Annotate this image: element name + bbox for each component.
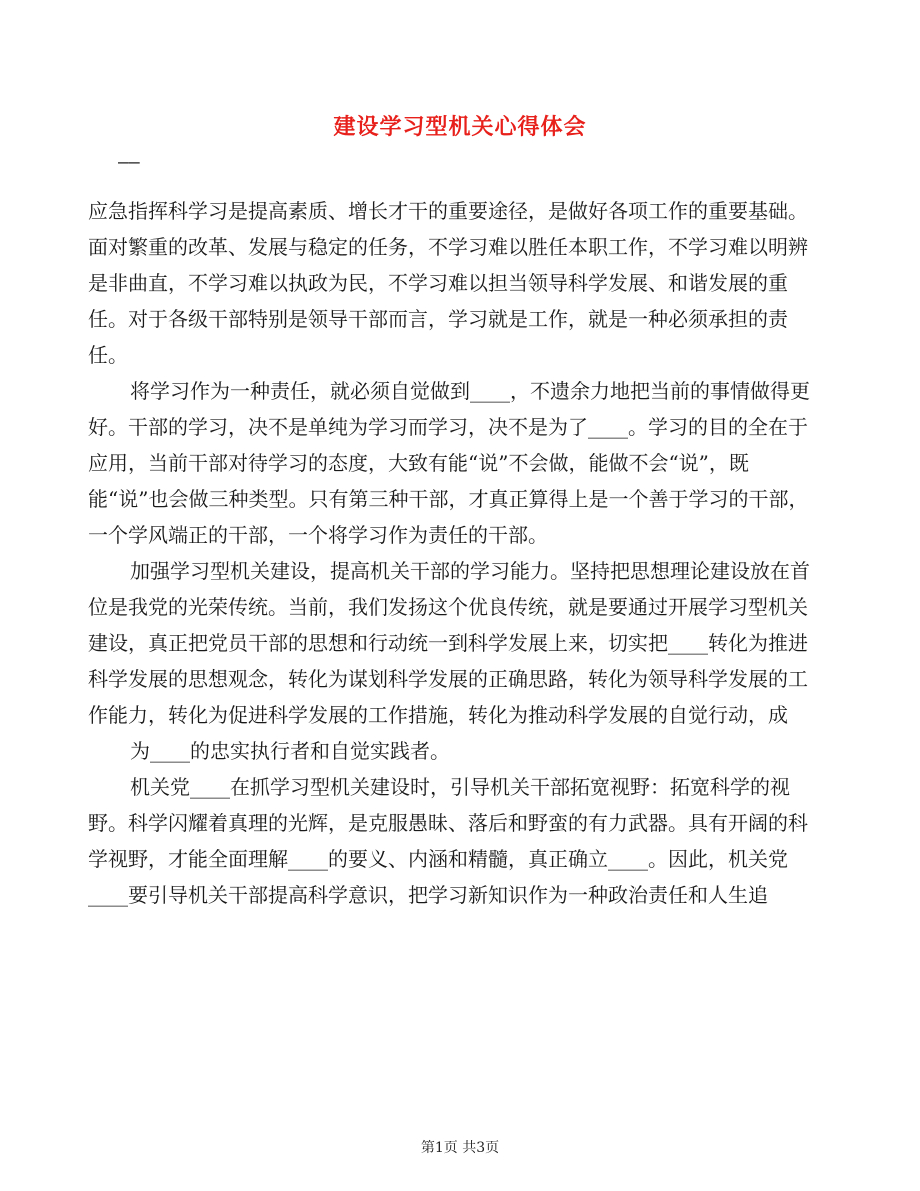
document-body bbox=[88, 193, 826, 913]
paragraph-5: 机关党____在抓学习型机关建设时，引导机关干部拓宽视野：拓宽科学的视野。科学闪耀着真理的光辉，是克服愚昧、落后和野蛮的有力武器。具有开阔的科学视野，才能全面理解____的要义、内涵和精髓，真正确立____。因此，机关党____要引导机关干部提高科学意识，把学习新知识作为一种政治责任和人生追 bbox=[88, 775, 808, 907]
document-title: 建设学习型机关心得体会 bbox=[333, 115, 587, 140]
paragraph-1: 应急指挥科学习是提高素质、增长才干的重要途径，是做好各项工作的重要基础。面对繁重的改革、发展与稳定的任务，不学习难以胜任本职工作，不学习难以明辨是非曲直，不学习难以执政为民，不学习难以担当领导科学发展、和谐发展的重任。对于各级干部特别是领导干部而言，学习就是工作，就是一种必须承担的责任。 bbox=[88, 199, 808, 367]
page-number-footer: 第1页 共3页 bbox=[420, 1140, 500, 1156]
paragraph-2: 将学习作为一种责任，就必须自觉做到____，不遗余力地把当前的事情做得更好。干部的学习，决不是单纯为学习而学习，决不是为了____。学习的目的全在于应用，当前干部对待学习的态度，大致有能“说”不会做，能做不会“说”，既能“说”也会做三种类型。只有第三种干部，才真正算得上是一个善于学习的干部，一个学风端正的干部，一个将学习作为责任的干部。 bbox=[88, 379, 810, 547]
paragraph-4: 为____的忠实执行者和自觉实践者。 bbox=[130, 739, 450, 763]
paragraph-3: 加强学习型机关建设，提高机关干部的学习能力。坚持把思想理论建设放在首位是我党的光荣传统。当前，我们发扬这个优良传统，就是要通过开展学习型机关建设，真正把党员干部的思想和行动统一到科学发展上来，切实把____转化为推进科学发展的思想观念，转化为谋划科学发展的正确思路，转化为领导科学发展的工作能力，转化为促进科学发展的工作措施，转化为推动科学发展的自觉行动，成 bbox=[88, 559, 810, 727]
subtitle-dash: —— bbox=[118, 152, 140, 173]
